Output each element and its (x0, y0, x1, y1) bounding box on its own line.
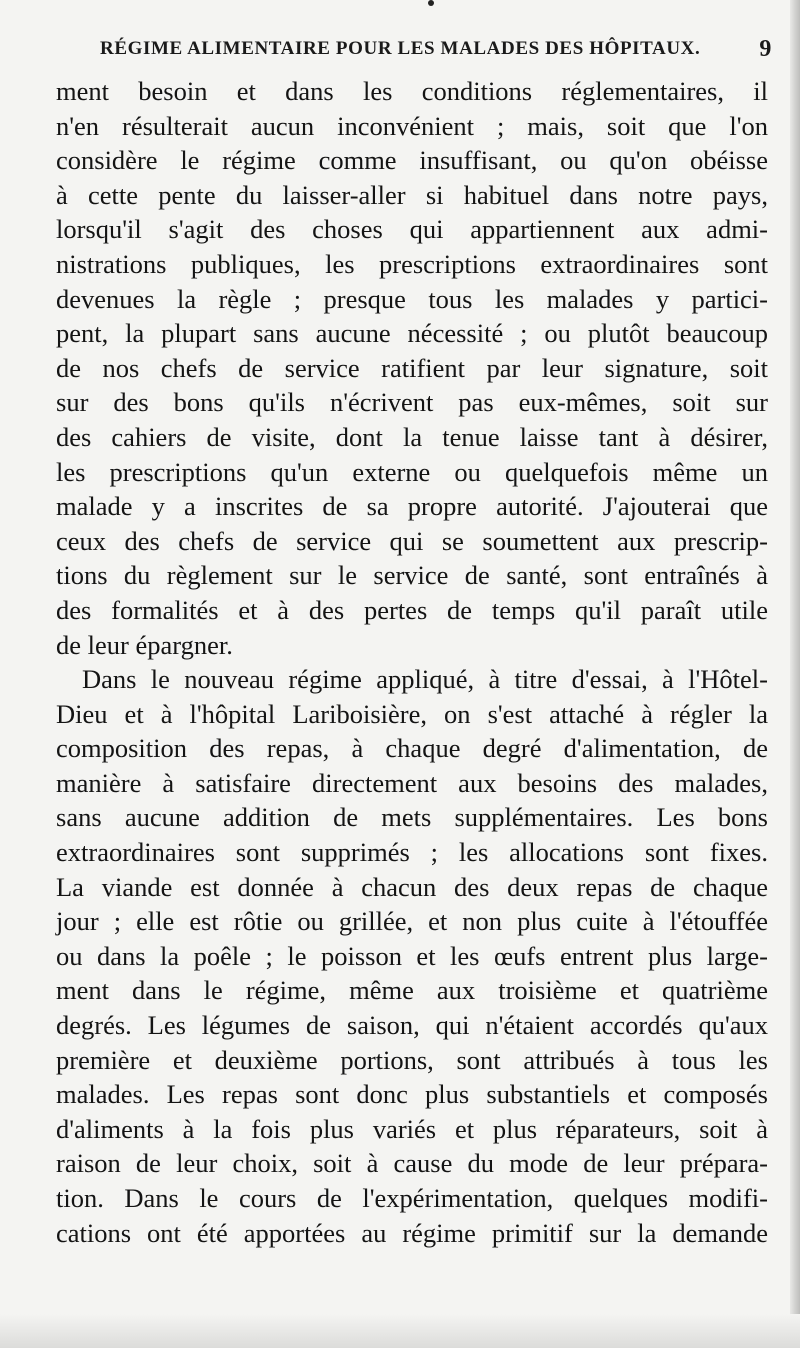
text-line: ou dans la poêle ; le poisson et les œufs entrent plus large- (56, 940, 768, 971)
text-line: raison de leur choix, soit à cause du mode de leur prépara- (56, 1148, 768, 1179)
running-title: RÉGIME ALIMENTAIRE POUR LES MALADES DES HÔPITAUX. (100, 38, 701, 59)
text-line: nistrations publiques, les prescriptions extraordinaires sont (56, 248, 768, 279)
text-line: degrés. Les légumes de saison, qui n'étaient accordés qu'aux (56, 1010, 768, 1041)
text-line: tions du règlement sur le service de santé, sont entraînés à (56, 560, 768, 591)
paragraph-1 (56, 74, 768, 662)
page-bottom-margin (0, 1314, 800, 1348)
page-number: 9 (759, 36, 772, 62)
text-line: ment dans le régime, même aux troisième et quatrième (56, 975, 768, 1006)
text-line: des cahiers de visite, dont la tenue laisse tant à désirer, (56, 421, 768, 452)
text-line: jour ; elle est rôtie ou grillée, et non plus cuite à l'étouffée (56, 906, 768, 937)
text-line: composition des repas, à chaque degré d'alimentation, de (56, 733, 768, 764)
text-line: cations ont été apportées au régime primitif sur la demande (56, 1217, 768, 1248)
body-text (56, 74, 768, 1250)
text-line: de leur épargner. (56, 629, 233, 660)
page-edge-shadow (790, 0, 800, 1348)
text-line: sans aucune addition de mets supplémentaires. Les bons (56, 802, 768, 833)
text-line: d'aliments à la fois plus variés et plus réparateurs, soit à (56, 1113, 768, 1144)
text-line: devenues la règle ; presque tous les malades y partici- (56, 283, 768, 314)
text-line: n'en résulterait aucun inconvénient ; mais, soit que l'on (56, 110, 768, 141)
text-line: de nos chefs de service ratifient par leur signature, soit (56, 352, 768, 383)
text-line: première et deuxième portions, sont attribués à tous les (56, 1044, 768, 1075)
text-line: sur des bons qu'ils n'écrivent pas eux-mêmes, soit sur (56, 387, 768, 418)
text-line: Dieu et à l'hôpital Lariboisière, on s'est attaché à régler la (56, 698, 768, 729)
text-line: des formalités et à des pertes de temps qu'il paraît utile (56, 594, 768, 625)
paragraph-2 (56, 662, 768, 1250)
text-line: lorsqu'il s'agit des choses qui appartiennent aux admi- (56, 214, 768, 245)
text-line: extraordinaires sont supprimés ; les allocations sont fixes. (56, 837, 768, 868)
text-line: à cette pente du laisser-aller si habituel dans notre pays, (56, 179, 768, 210)
text-line: malade y a inscrites de sa propre autorité. J'ajouterai que (56, 491, 768, 522)
text-line: pent, la plupart sans aucune nécessité ; ou plutôt beaucoup (56, 318, 768, 349)
text-line: ceux des chefs de service qui se soumettent aux prescrip- (56, 525, 768, 556)
text-line: tion. Dans le cours de l'expérimentation, quelques modifi- (56, 1183, 768, 1213)
text-line: malades. Les repas sont donc plus substantiels et composés (56, 1079, 768, 1110)
ink-mark (428, 0, 434, 6)
text-line: Dans le nouveau régime appliqué, à titre d'essai, à l'Hôtel- (82, 664, 768, 695)
text-line: les prescriptions qu'un externe ou quelquefois même un (56, 456, 768, 487)
text-line: ment besoin et dans les conditions réglementaires, il (56, 76, 768, 106)
text-line: La viande est donnée à chacun des deux repas de chaque (56, 871, 768, 902)
text-line: considère le régime comme insuffisant, ou qu'on obéisse (56, 145, 768, 176)
text-line: manière à satisfaire directement aux besoins des malades, (56, 767, 768, 798)
